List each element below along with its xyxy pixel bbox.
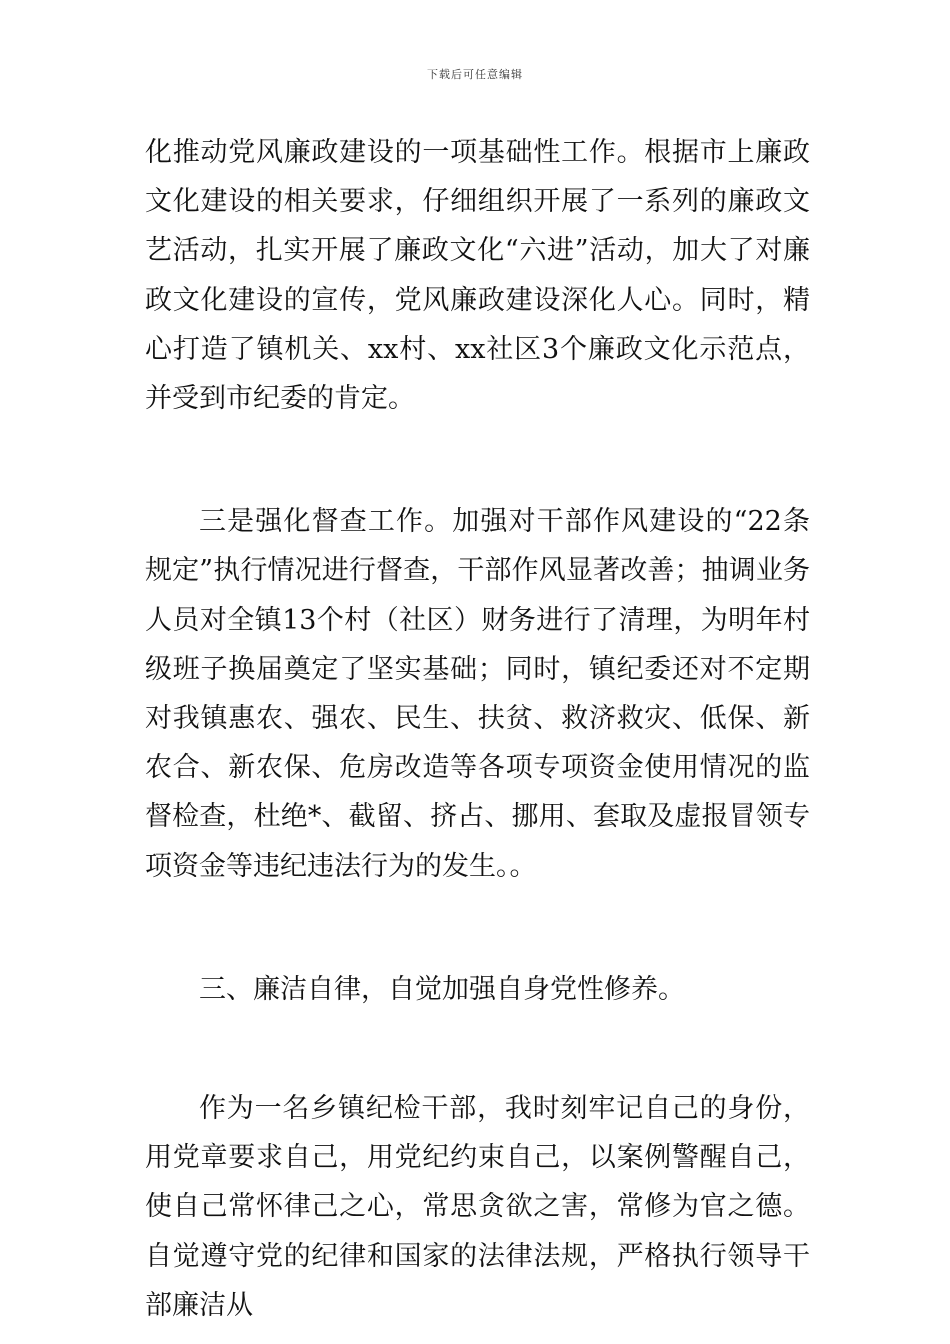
paragraph-self-discipline: 作为一名乡镇纪检干部，我时刻牢记自己的身份，用党章要求自己，用党纪约束自己，以案例警醒自己，使自己常怀律己之心，常思贪欲之害，常修为官之德。自觉遵守党的纪律和国家的法律法规，严格执行领导干部廉洁从: [145, 1093, 810, 1321]
paragraph-continuation: 化推动党风廉政建设的一项基础性工作。根据市上廉政文化建设的相关要求，仔细组织开展了一系列的廉政文艺活动，扎实开展了廉政文化“六进”活动，加大了对廉政文化建设的宣传，党风廉政建设深化人心。同时，精心打造了镇机关、xx村、xx社区3个廉政文化示范点，并受到市纪委的肯定。: [145, 137, 810, 415]
section-heading-self-discipline: 三、廉洁自律，自觉加强自身党性修养。: [199, 973, 685, 1005]
page-header-note: 下载后可任意编辑: [427, 68, 523, 81]
paragraph-supervision: 三是强化督查工作。加强对干部作风建设的“22条规定”执行情况进行督查，干部作风显著改善；抽调业务人员对全镇13个村（社区）财务进行了清理，为明年村级班子换届奠定了坚实基础；同时，镇纪委还对不定期对我镇惠农、强农、民生、扶贫、救济救灾、低保、新农合、新农保、危房改造等各项专项资金使用情况的监督检查，杜绝*、截留、挤占、挪用、套取及虚报冒领专项资金等违纪违法行为的发生。。: [145, 506, 810, 882]
document-body: [145, 128, 810, 1330]
